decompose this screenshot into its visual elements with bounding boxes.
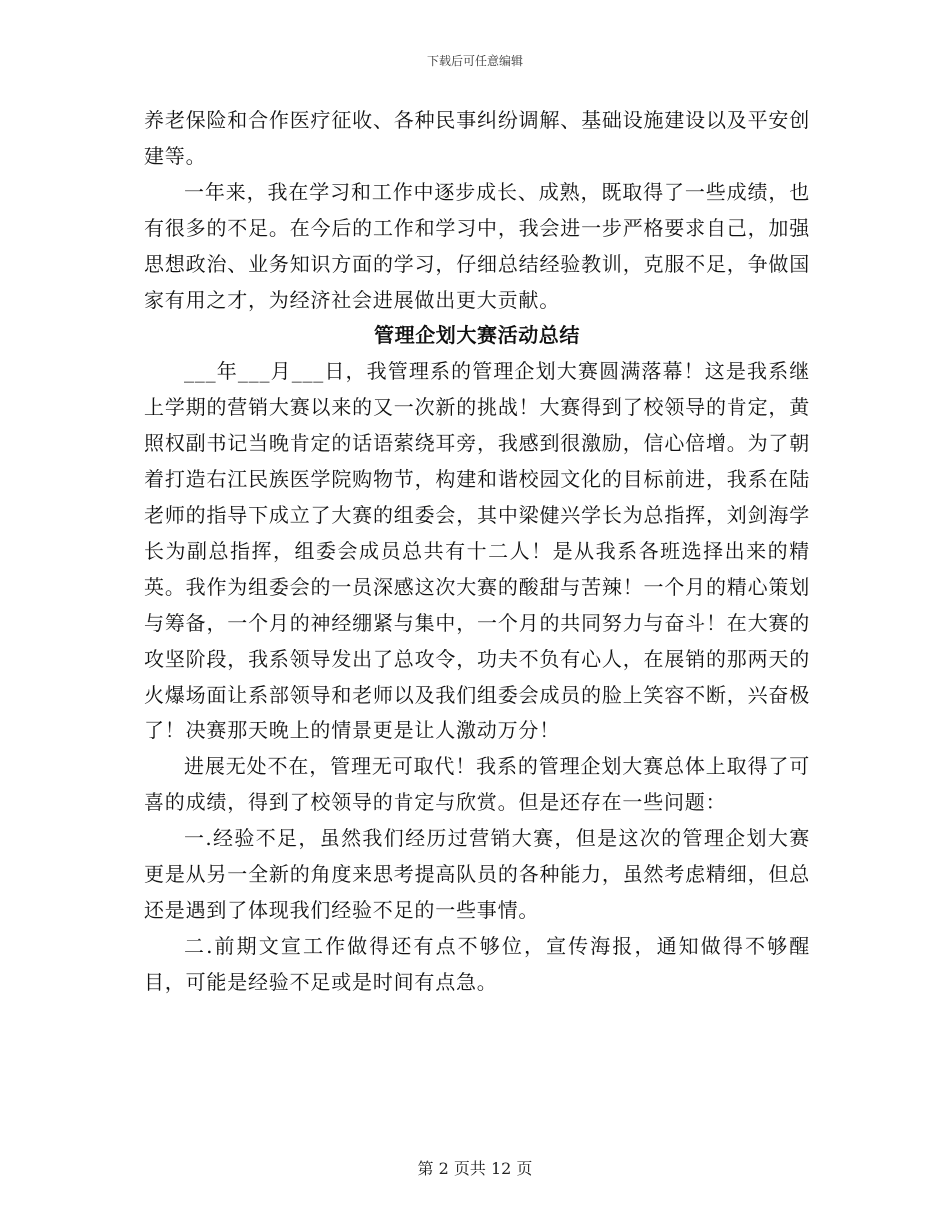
section-title: 管理企划大赛活动总结 xyxy=(374,323,580,348)
paragraph-event-summary: ___年___月___日，我管理系的管理企划大赛圆满落幕！这是我系继上学期的营销大赛以来的又一次新的挑战！大赛得到了校领导的肯定，黄照权副书记当晚肯定的话语萦绕耳旁，我感到很激励，信心倍增。为了朝着打造右江民族医学院购物节，构建和谐校园文化的目标前进，我系在陆老师的指导下成立了大赛的组委会，其中梁健兴学长为总指挥，刘剑海学长为副总指挥，组委会成员总共有十二人！是从我系各班选择出来的精英。我作为组委会的一员深感这次大赛的酸甜与苦辣！一个月的精心策划与筹备，一个月的神经绷紧与集中，一个月的共同努力与奋斗！在大赛的攻坚阶段，我系领导发出了总攻令，功夫不负有心人，在展销的那两天的火爆场面让系部领导和老师以及我们组委会成员的脸上笑容不断，兴奋极了！决赛那天晚上的情景更是让人激动万分！ xyxy=(144,359,810,743)
paragraph-achievements: 进展无处不在，管理无可取代！我系的管理企划大赛总体上取得了可喜的成绩，得到了校领导的肯定与欣赏。但是还存在一些问题： xyxy=(144,754,810,815)
paragraph-issue-one: 一.经验不足，虽然我们经历过营销大赛，但是这次的管理企划大赛更是从另一全新的角度来思考提高队员的各种能力，虽然考虑精细，但总还是遇到了体现我们经验不足的一些事情。 xyxy=(144,826,810,922)
paragraph-year-summary: 一年来，我在学习和工作中逐步成长、成熟，既取得了一些成绩，也有很多的不足。在今后的工作和学习中，我会进一步严格要求自己，加强思想政治、业务知识方面的学习，仔细总结经验教训，克服不足，争做国家有用之才，为经济社会进展做出更大贡献。 xyxy=(144,179,810,312)
paragraph-continuation: 养老保险和合作医疗征收、各种民事纠纷调解、基础设施建设以及平安创建等。 xyxy=(144,108,810,168)
page-number: 第 2 页共 12 页 xyxy=(417,1159,533,1178)
paragraph-issue-two: 二.前期文宣工作做得还有点不够位，宣传海报，通知做得不够醒目，可能是经验不足或是时间有点急。 xyxy=(144,933,810,994)
page-header: 下载后可任意编辑 xyxy=(426,54,523,68)
document-body xyxy=(144,103,810,1001)
